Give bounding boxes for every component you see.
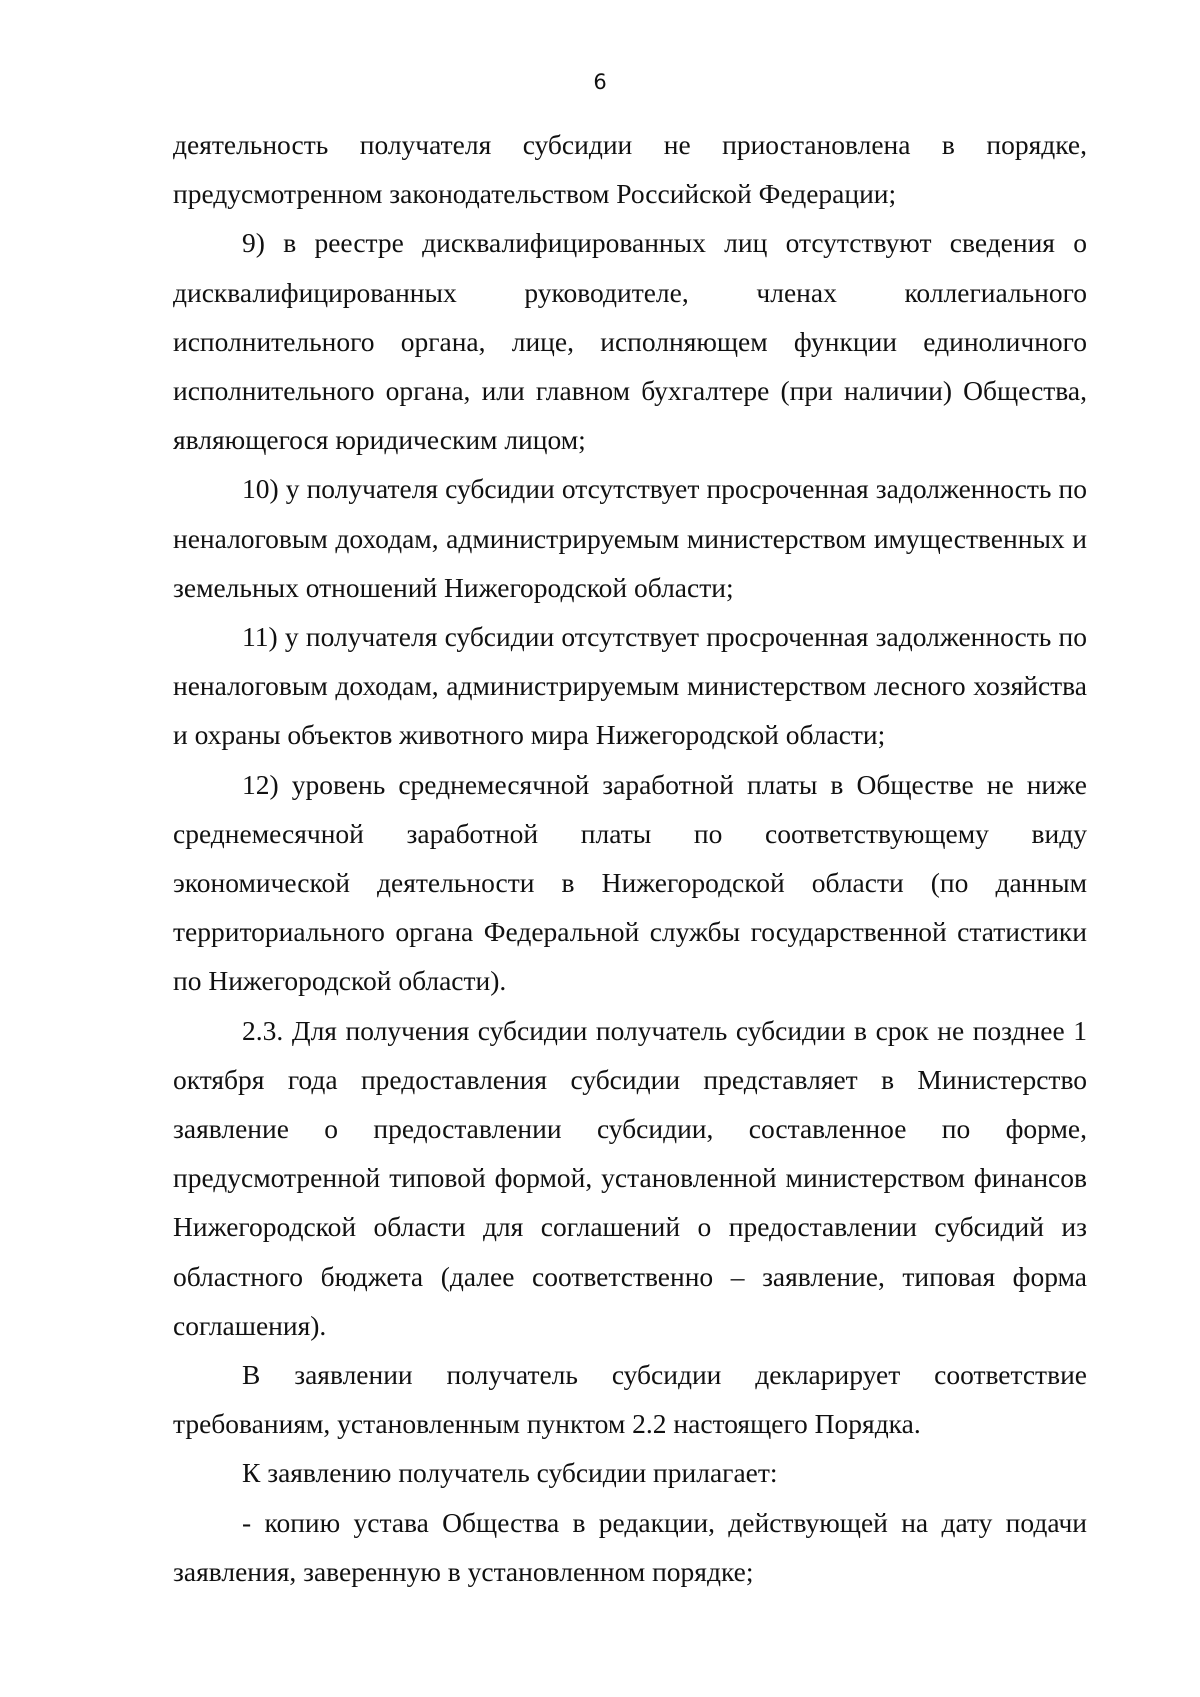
paragraph-item-12: 12) уровень среднемесячной заработной платы в Обществе не ниже среднемесячной заработной платы по соответствующему виду экономической деятельности в Нижегородской области (по данным территориального органа Федеральной службы государственной статистики по Нижегородской области). [173,768,1087,997]
paragraph-item-10: 10) у получателя субсидии отсутствует просроченная задолженность по неналоговым доходам, администрируемым министерством имущественных и земельных отношений Нижегородской области; [173,473,1087,603]
document-body [173,120,1087,1596]
paragraph-attachment-charter: - копию устава Общества в редакции, действующей на дату подачи заявления, заверенную в установленном порядке; [173,1506,1087,1587]
paragraph-attachments-intro: К заявлению получатель субсидии прилагает: [242,1457,778,1489]
paragraph-continuation: деятельность получателя субсидии не приостановлена в порядке, предусмотренном законодательством Российской Федерации; [173,129,1087,210]
page-number: 6 [593,70,607,94]
paragraph-section-2-3: 2.3. Для получения субсидии получатель субсидии в срок не позднее 1 октября года предоставления субсидии представляет в Министерство заявление о предоставлении субсидии, составленное по форме, предусмотренной типовой формой, установленной министерством финансов Нижегородской области для соглашений о предоставлении субсидий из областного бюджета (далее соответственно – заявление, типовая форма соглашения). [173,1014,1087,1341]
paragraph-item-11: 11) у получателя субсидии отсутствует просроченная задолженность по неналоговым доходам, администрируемым министерством лесного хозяйства и охраны объектов животного мира Нижегородской области; [173,621,1087,751]
paragraph-declaration: В заявлении получатель субсидии декларирует соответствие требованиям, установленным пунктом 2.2 настоящего Порядка. [173,1359,1087,1440]
paragraph-item-9: 9) в реестре дисквалифицированных лиц отсутствуют сведения о дисквалифицированных руководителе, членах коллегиального исполнительного органа, лице, исполняющем функции единоличного исполнительного органа, или главном бухгалтере (при наличии) Общества, являющегося юридическим лицом; [173,227,1087,456]
